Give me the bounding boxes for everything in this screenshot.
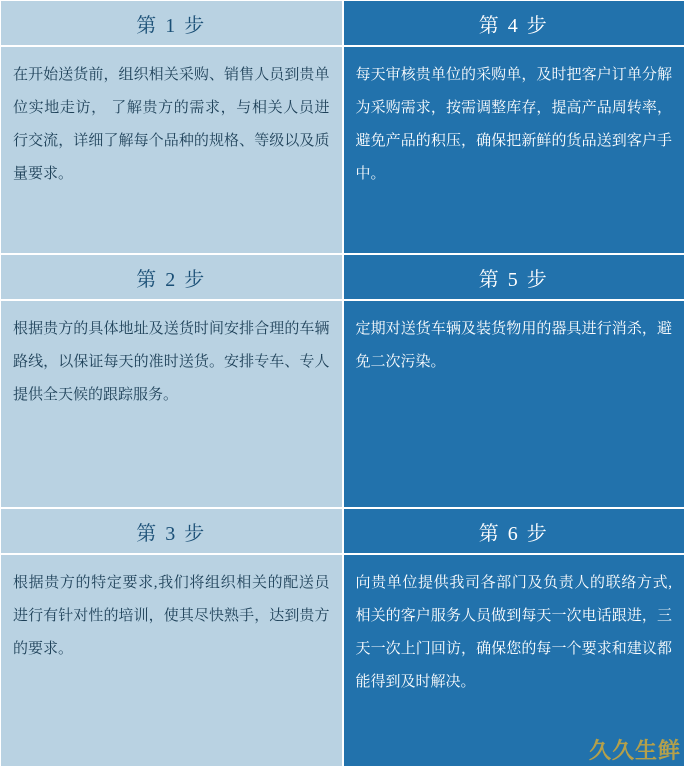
step-6-body: 向贵单位提供我司各部门及负责人的联络方式,相关的客户服务人员做到每天一次电话跟进，三天一次上门回访，确保您的每一个要求和建议都能得到及时解决。: [343, 554, 685, 767]
step-1-body: 在开始送货前，组织相关采购、销售人员到贵单位实地走访， 了解贵方的需求，与相关人员进行交流，详细了解每个品种的规格、等级以及质量要求。: [0, 46, 343, 254]
step-2-title: 第 2 步: [0, 254, 343, 300]
step-2-body: 根据贵方的具体地址及送货时间安排合理的车辆路线，以保证每天的准时送货。安排专车、专人提供全天候的跟踪服务。: [0, 300, 343, 508]
step-5-body: 定期对送货车辆及装货物用的器具进行消杀，避免二次污染。: [343, 300, 685, 508]
step-4-body: 每天审核贵单位的采购单，及时把客户订单分解为采购需求，按需调整库存，提高产品周转率，避免产品的积压，确保把新鲜的货品送到客户手中。: [343, 46, 685, 254]
watermark-text: 久久生鲜: [588, 738, 681, 763]
step-5-title: 第 5 步: [343, 254, 685, 300]
step-3-title: 第 3 步: [0, 508, 343, 554]
step-6-title: 第 6 步: [343, 508, 685, 554]
step-1-title: 第 1 步: [0, 0, 343, 46]
step-4-title: 第 4 步: [343, 0, 685, 46]
step-3-body: 根据贵方的特定要求,我们将组织相关的配送员进行有针对性的培训，使其尽快熟手，达到贵方的要求。: [0, 554, 343, 767]
